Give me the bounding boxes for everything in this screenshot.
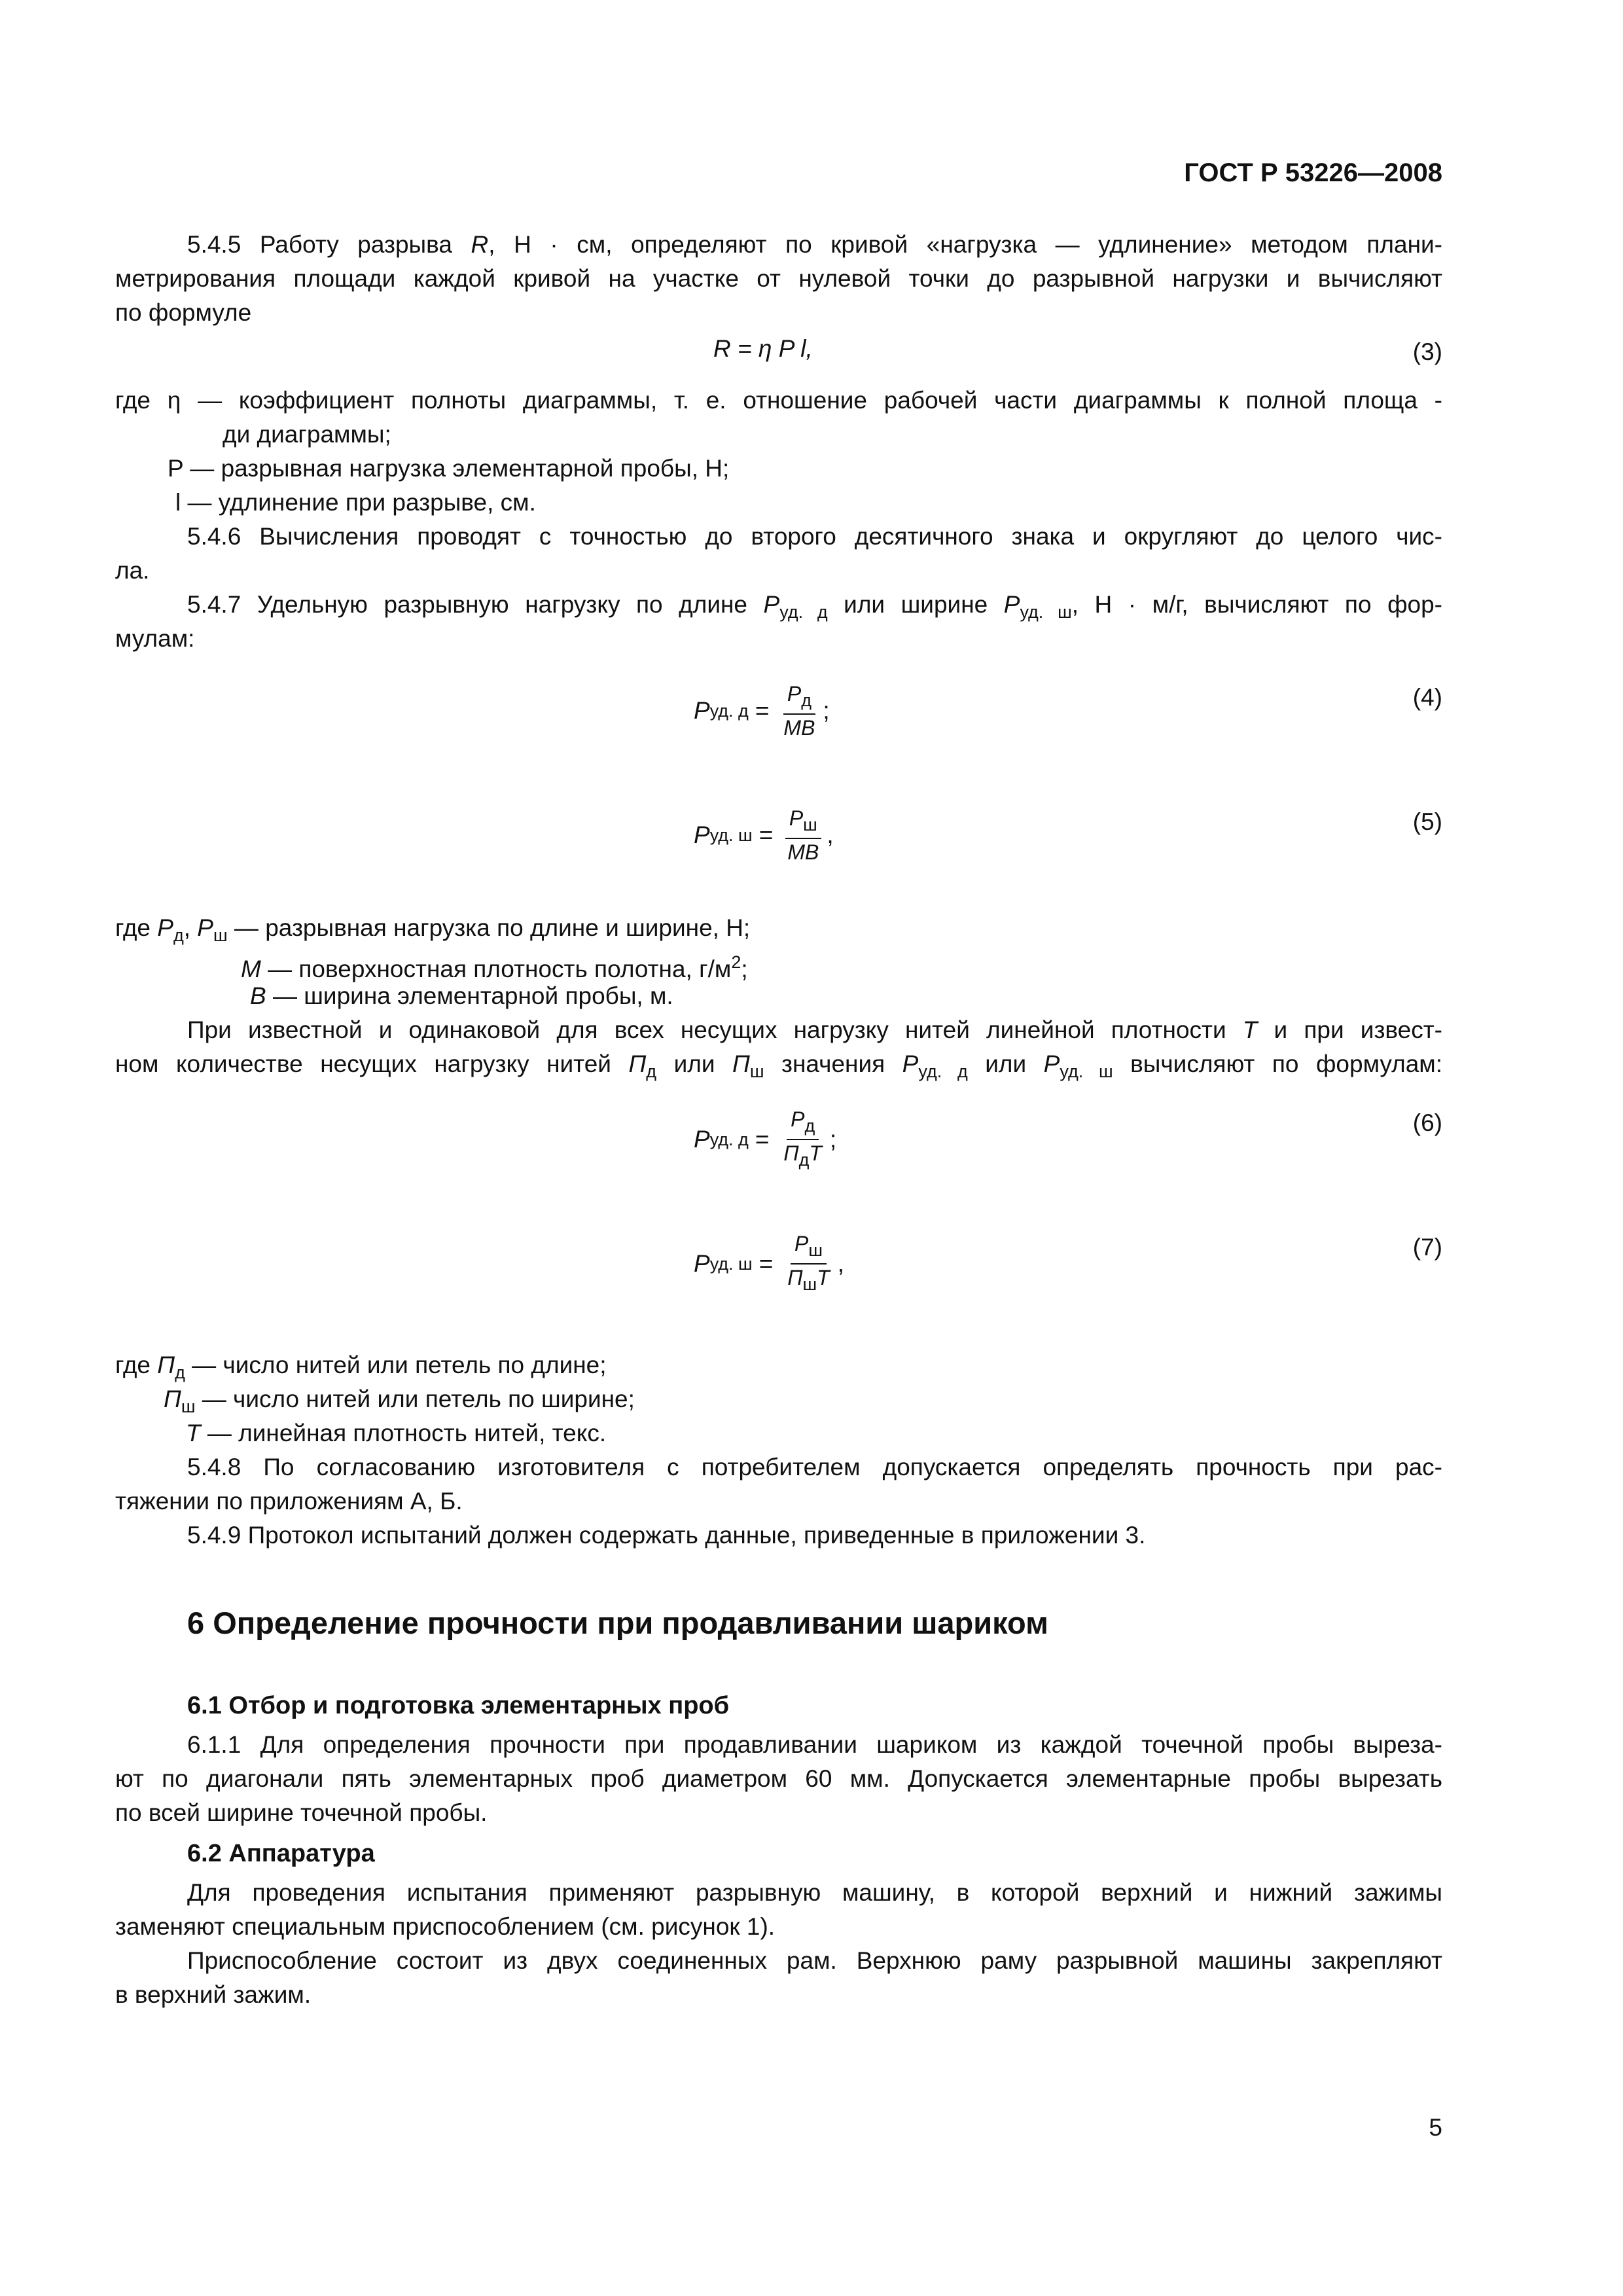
clause-5-4-5-line-2: метрирования площади каждой кривой на участке от нулевой точки до разрывной нагрузки и вычисляют (115, 265, 1442, 292)
where-pish-line: $П_ш$ — число нитей или петель по ширине; (164, 1386, 635, 1416)
clause-5-4-7-line-2: мулам: (115, 625, 195, 652)
apparatus-para-2-line-1: Приспособление состоит из двух соединенных рам. Верхнюю раму разрывной машины закрепляют (187, 1947, 1442, 1974)
formula-7-fraction: $\frac{P_ш}{П_шT}$ (787, 1232, 830, 1294)
formula-5-fraction: $\frac{P_ш}{MB}$ (783, 805, 823, 865)
formula-5: P уд. ш = $\frac{P_ш}{MB}$ , (694, 806, 834, 864)
where-pd-psh-line: где $P_д$, $P_ш$ — разрывная нагрузка по длине и ширине, Н; (115, 914, 751, 945)
where-eta-line-1: где η — коэффициент полноты диаграммы, т. е. отношение рабочей части диаграммы к полной площа - (115, 387, 1442, 414)
where-m-line: M — поверхностная плотность полотна, $г/м^2$; (241, 952, 748, 982)
apparatus-para-1-line-1: Для проведения испытания применяют разрывную машину, в которой верхний и нижний зажимы (187, 1879, 1442, 1906)
clause-5-4-6-line-2: ла. (115, 557, 150, 584)
section-6-heading: 6 Определение прочности при продавливании шариком (187, 1605, 1048, 1640)
clause-5-4-8-line-2: тяжении по приложениям А, Б. (115, 1488, 463, 1515)
where-l-line: l — удлинение при разрыве, см. (175, 489, 536, 516)
formula-4-fraction: $\frac{P_д}{MB}$ (783, 682, 815, 740)
clause-6-1-1-line-1: 6.1.1 Для определения прочности при продавливании шариком из каждой точечной пробы выреза- (187, 1731, 1442, 1758)
clause-5-4-5-line-3: по формуле (115, 299, 252, 326)
apparatus-para-2-line-2: в верхний зажим. (115, 1981, 312, 2008)
formula-4-number: (4) (1412, 684, 1442, 711)
where-eta-line-2: ди диаграммы; (223, 421, 391, 448)
where-t-line: T — линейная плотность нитей, текс. (186, 1420, 607, 1446)
formula-4: P уд. д = $\frac{P_д}{MB}$ ; (694, 682, 830, 740)
section-6-1-heading: 6.1 Отбор и подготовка элементарных проб (187, 1692, 730, 1719)
clause-5-4-9-line-1: 5.4.9 Протокол испытаний должен содержать данные, приведенные в приложении 3. (187, 1522, 1146, 1549)
formula-3-number: (3) (1412, 338, 1442, 365)
section-6-2-heading: 6.2 Аппаратура (187, 1840, 375, 1867)
formula-6: P уд. д = $\frac{P_д}{П_дT}$ ; (694, 1106, 836, 1173)
formula-6-number: (6) (1412, 1109, 1442, 1136)
formula-7-number: (7) (1412, 1234, 1442, 1261)
apparatus-para-1-line-2: заменяют специальным приспособлением (см. рисунок 1). (115, 1913, 776, 1940)
where-b-line: B — ширина элементарной пробы, м. (250, 982, 673, 1009)
clause-6-1-1-line-3: по всей ширине точечной пробы. (115, 1799, 488, 1826)
clause-5-4-6-line-1: 5.4.6 Вычисления проводят с точностью до второго десятичного знака и округляют до целого чис- (187, 523, 1442, 550)
formula-5-number: (5) (1412, 808, 1442, 835)
clause-6-1-1-line-2: ют по диагонали пять элементарных проб диаметром 60 мм. Допускается элементарные пробы вырезать (115, 1765, 1442, 1792)
formula-7: P уд. ш = $\frac{P_ш}{П_шT}$ , (694, 1230, 844, 1297)
clause-5-4-5-line-1: 5.4.5 Работу разрыва R, Н · см, определяют по кривой «нагрузка — удлинение» методом плани- (187, 231, 1442, 258)
clause-5-4-7-line-1: 5.4.7 Удельную разрывную нагрузку по длине $P_{уд. д}$ или ширине $P_{уд. ш}$, Н · м/г, вычисляют по фор- (187, 591, 1442, 622)
known-density-line-1: При известной и одинаковой для всех несущих нагрузку нитей линейной плотности T и при извест- (187, 1016, 1442, 1043)
known-density-line-2: ном количестве несущих нагрузку нитей $П_д$ или $П_ш$ значения $P_{уд. д}$ или $P_{уд. ш}$ вычисляют по формулам: (115, 1050, 1442, 1081)
document-id: ГОСТ Р 53226—2008 (1184, 158, 1442, 187)
formula-6-fraction: $\frac{P_д}{П_дT}$ (783, 1107, 822, 1170)
page-number: 5 (1429, 2114, 1442, 2141)
where-pid-line: где $П_д$ — число нитей или петель по длине; (115, 1352, 607, 1382)
formula-3: R = η P l, (713, 335, 813, 362)
clause-5-4-8-line-1: 5.4.8 По согласованию изготовителя с потребителем допускается определять прочность при рас- (187, 1454, 1442, 1480)
where-p-line: P — разрывная нагрузка элементарной пробы, Н; (168, 455, 730, 482)
